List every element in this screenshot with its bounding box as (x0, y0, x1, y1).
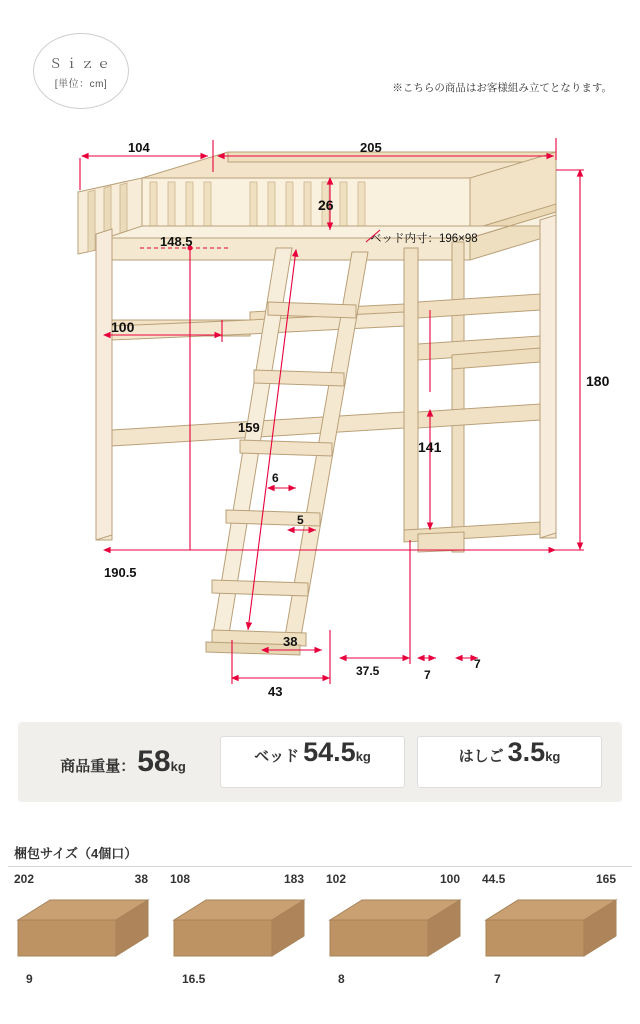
dim-190-5: 190.5 (104, 565, 137, 580)
dim-37-5: 37.5 (356, 664, 380, 678)
box4-width: 44.5 (482, 872, 506, 886)
box2-height: 16.5 (182, 972, 206, 986)
bed-weight-unit: kg (355, 749, 371, 764)
package-box-1 (8, 872, 164, 990)
size-badge-unit: [単位：cm] (54, 78, 108, 90)
dim-7-a: 7 (424, 668, 431, 682)
bed-dimension-diagram (0, 130, 640, 710)
box4-icon (476, 890, 626, 982)
dim-148-5: 148.5 (160, 234, 193, 249)
ladder-weight-unit: kg (545, 749, 561, 764)
package-box-3 (320, 872, 476, 990)
box1-icon (8, 890, 158, 982)
dim-104: 104 (128, 140, 150, 155)
dim-180: 180 (586, 373, 610, 389)
bed-weight-value: 54.5 (303, 737, 356, 767)
assembly-note: ※こちらの商品はお客様組み立てとなります。 (392, 82, 612, 94)
box3-icon (320, 890, 470, 982)
box3-depth: 100 (439, 872, 460, 886)
dim-43: 43 (268, 684, 283, 699)
box2-width: 108 (170, 872, 191, 886)
total-weight-value: 58 (137, 745, 171, 778)
size-badge-title: Ｓｉｚｅ (48, 55, 113, 71)
package-box-4 (476, 872, 632, 990)
box2-depth: 183 (283, 872, 304, 886)
dim-205: 205 (360, 140, 382, 155)
weight-panel (18, 722, 622, 802)
bed-inner-size-note: ベッド内寸：196×98 (370, 233, 478, 245)
dim-7-b: 7 (474, 657, 481, 671)
dim-100: 100 (111, 319, 135, 335)
dim-6: 6 (272, 471, 279, 485)
box3-height: 8 (338, 972, 345, 986)
dim-38: 38 (283, 634, 298, 649)
bed-weight-label: ベッド (254, 748, 300, 765)
dim-5: 5 (297, 513, 304, 527)
bed-weight-card (220, 736, 405, 788)
packaging-divider (8, 866, 632, 867)
ladder-weight-value: 3.5 (507, 737, 546, 767)
box4-depth: 165 (595, 872, 616, 886)
dim-141: 141 (418, 439, 442, 455)
dim-159: 159 (238, 420, 260, 435)
package-box-2 (164, 872, 320, 990)
box2-icon (164, 890, 314, 982)
box4-height: 7 (494, 972, 501, 986)
box1-height: 9 (26, 972, 33, 986)
total-weight-unit: kg (170, 759, 186, 774)
ladder-weight-label: はしご (458, 748, 504, 765)
packaging-title: 梱包サイズ（4個口） (14, 846, 138, 861)
total-weight (32, 745, 214, 779)
size-badge (33, 33, 129, 109)
total-weight-label: 商品重量： (60, 758, 136, 775)
dim-26: 26 (318, 197, 334, 213)
box1-depth: 38 (134, 872, 148, 886)
box3-width: 102 (326, 872, 347, 886)
box1-width: 202 (14, 872, 35, 886)
packaging-list (8, 872, 632, 992)
ladder-weight-card (417, 736, 602, 788)
